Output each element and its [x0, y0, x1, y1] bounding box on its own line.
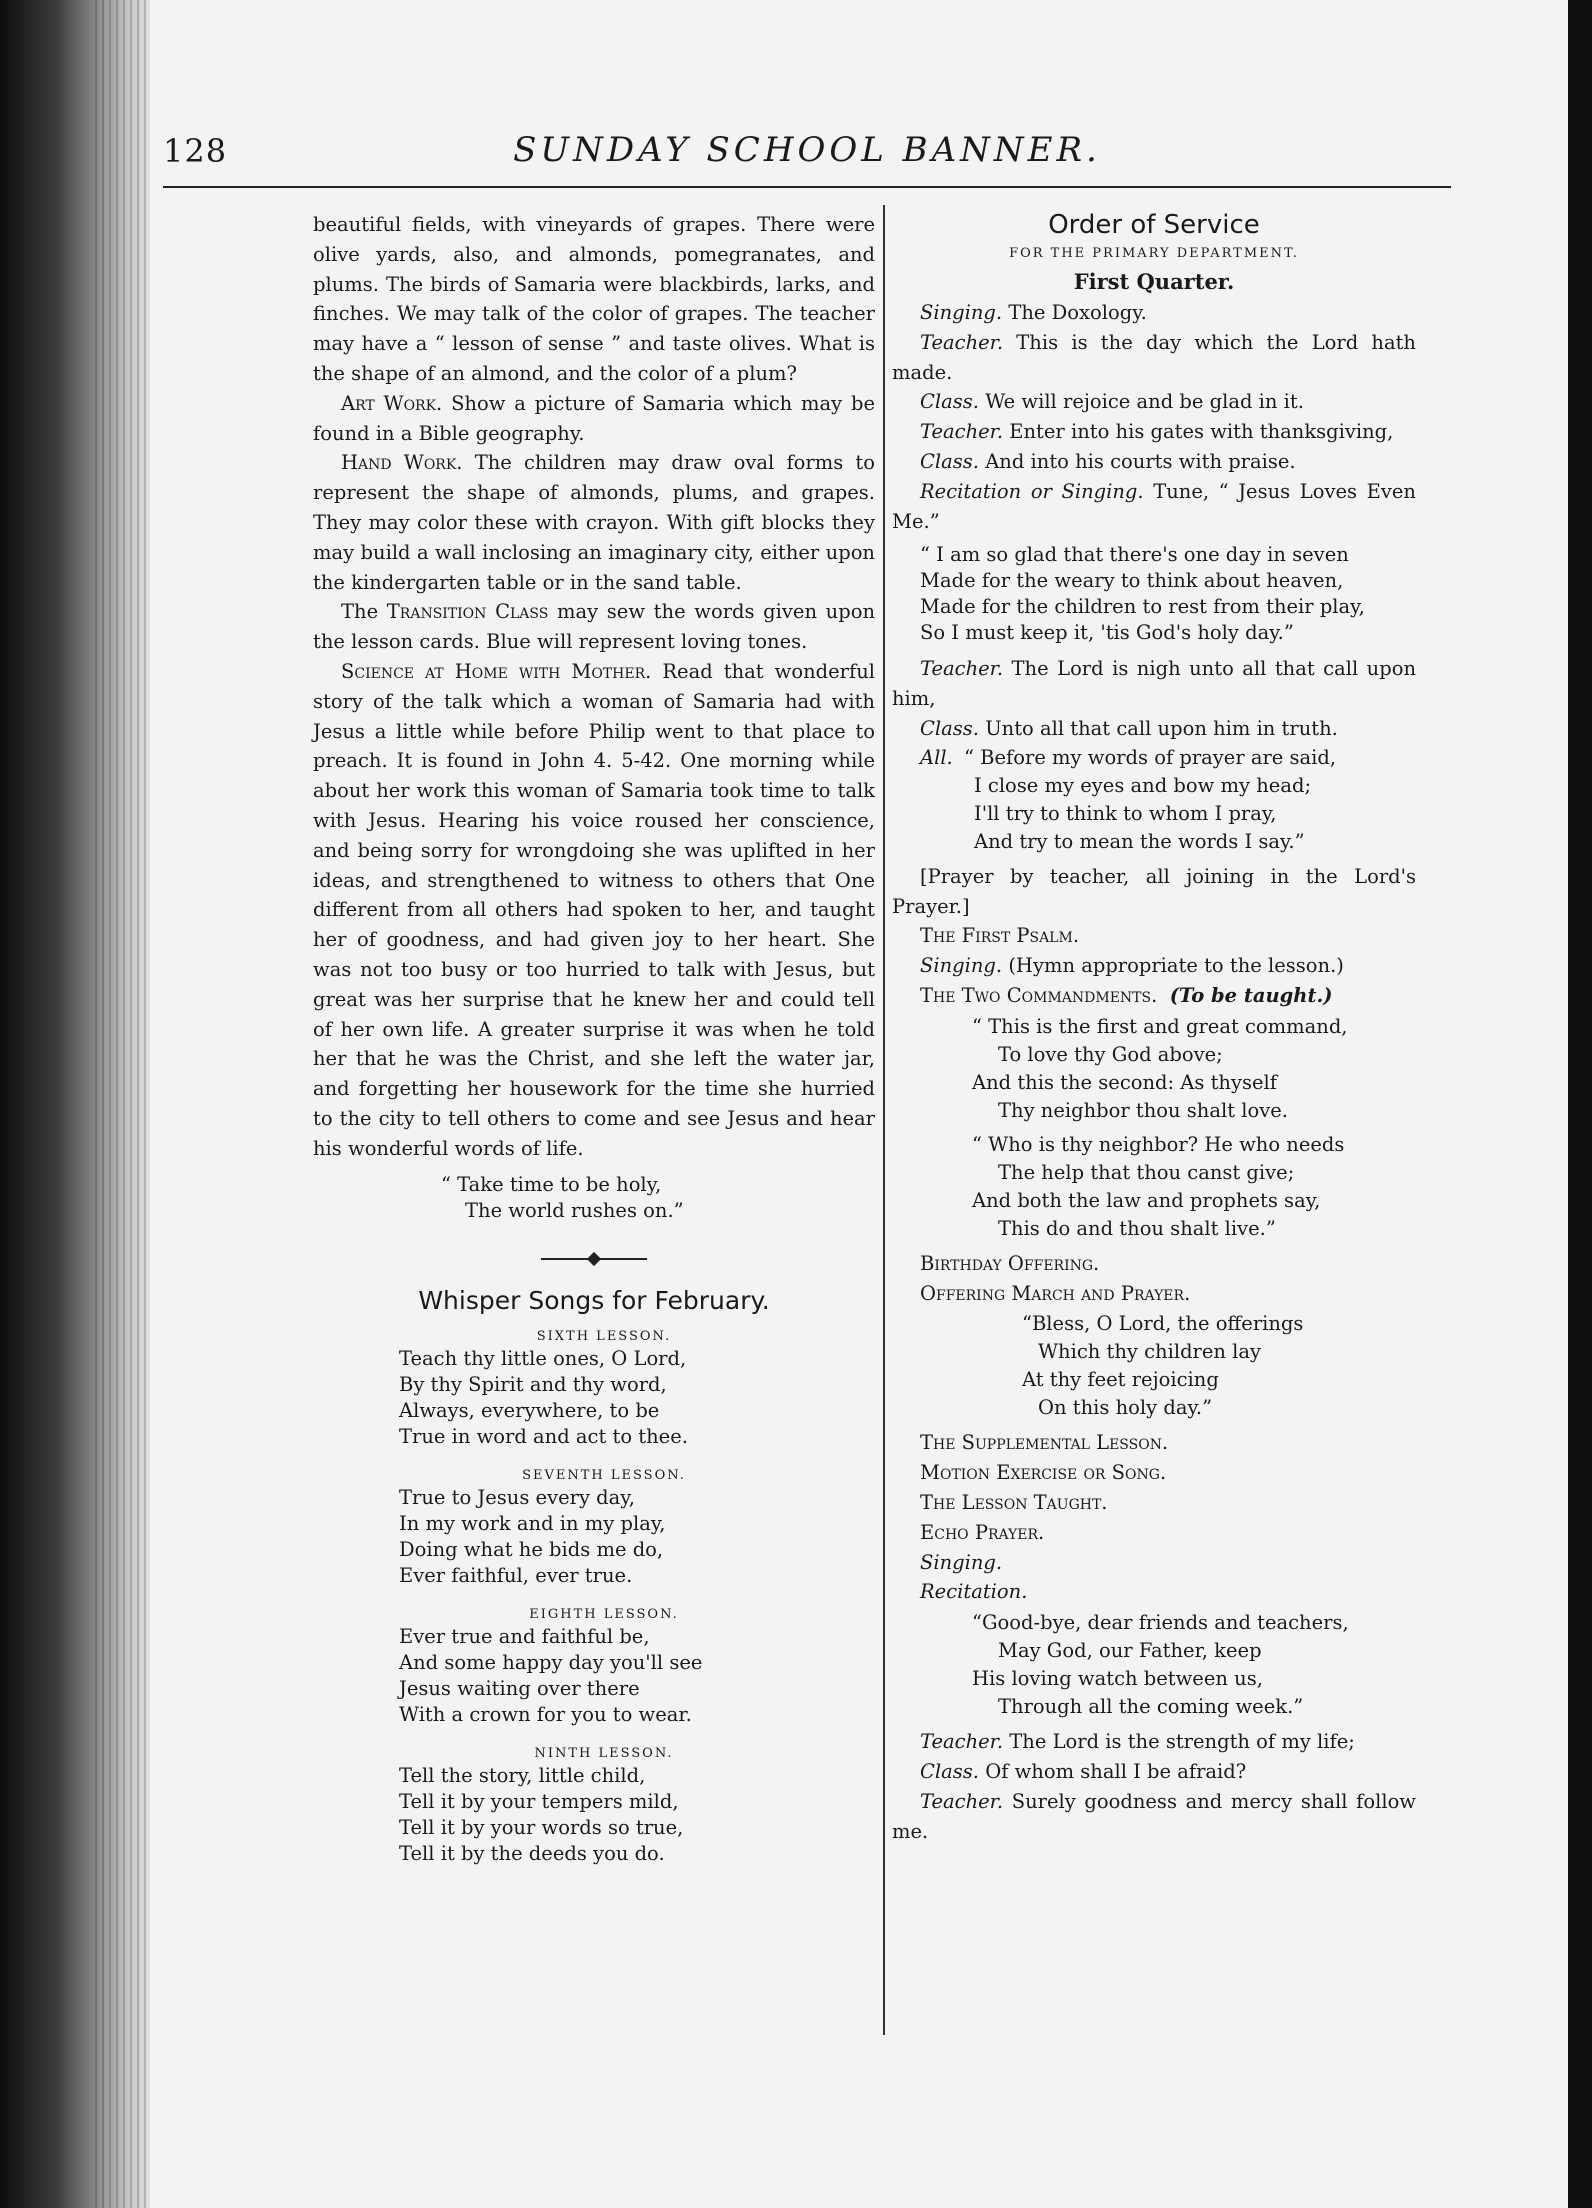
- commandments-heading: The Two Commandments.: [920, 983, 1158, 1007]
- service-text: Enter into his gates with thanksgiving,: [1009, 420, 1394, 444]
- lesson-block: [313, 1329, 875, 1450]
- prayer-note: [Prayer by teacher, all joining in the Lord's Prayer.]: [892, 864, 1416, 918]
- lesson-heading: SIXTH LESSON.: [536, 1328, 672, 1344]
- verse-line: To love thy God above;: [998, 1042, 1223, 1066]
- running-title: SUNDAY SCHOOL BANNER.: [513, 130, 1101, 170]
- verse-line: At thy feet rejoicing: [1022, 1368, 1219, 1392]
- verse-line: Made for the weary to think about heaven,: [920, 569, 1344, 593]
- page-number: 128: [163, 132, 228, 170]
- service-line: [892, 1757, 1416, 1787]
- verse-line: His loving watch between us,: [972, 1667, 1263, 1691]
- speaker-label: All.: [920, 745, 953, 769]
- verse-line: And this the second: As thyself: [972, 1070, 1278, 1094]
- speaker-label: Singing.: [920, 301, 1003, 324]
- speaker-label: Class.: [920, 1759, 979, 1783]
- commandments-line: [892, 981, 1416, 1011]
- all-prayer: [920, 744, 1416, 856]
- lesson-heading: NINTH LESSON.: [534, 1745, 674, 1761]
- verse-line: Always, everywhere, to be: [399, 1398, 660, 1422]
- transition-label: Transition Class: [386, 600, 549, 624]
- lesson-verse: [399, 1624, 875, 1728]
- lesson-block: [313, 1468, 875, 1589]
- service-text: Unto all that call upon him in truth.: [985, 716, 1338, 740]
- lesson-verse: [399, 1763, 875, 1867]
- art-work-text: Show a picture of Samaria which may be found in a Bible geography.: [313, 391, 876, 445]
- verse-line: May God, our Father, keep: [998, 1639, 1262, 1663]
- speaker-label: Singing.: [920, 954, 1003, 978]
- service-text: The Doxology.: [1008, 301, 1147, 324]
- verse-line: “ I am so glad that there's one day in seven: [920, 543, 1349, 567]
- verse-line: And both the law and prophets say,: [972, 1188, 1321, 1212]
- whisper-songs-title: Whisper Songs for February.: [418, 1285, 770, 1315]
- order-subtitle: FOR THE PRIMARY DEPARTMENT.: [1009, 246, 1299, 261]
- running-header: [163, 128, 1451, 183]
- verse-line: True in word and act to thee.: [399, 1424, 688, 1448]
- column-rule: [883, 205, 885, 2035]
- verse-line: I'll try to think to whom I pray,: [974, 801, 1277, 825]
- verse-line: Ever true and faithful be,: [399, 1624, 650, 1648]
- verse-line: Made for the children to rest from their play,: [920, 595, 1365, 619]
- speaker-label: Teacher.: [920, 330, 1004, 354]
- verse-line: Tell it by your words so true,: [399, 1815, 684, 1839]
- verse-line: Teach thy little ones, O Lord,: [399, 1346, 687, 1370]
- service-text: Surely goodness and mercy shall follow me.: [892, 1789, 1416, 1843]
- quote: [441, 1172, 875, 1224]
- page-edges: [95, 0, 155, 2208]
- verse-line: Tell it by the deeds you do.: [399, 1841, 665, 1865]
- speaker-label: Teacher.: [920, 657, 1004, 681]
- verse-line: I close my eyes and bow my head;: [974, 773, 1312, 797]
- right-column: [892, 210, 1416, 1846]
- service-text: This is the day which the Lord hath made.: [892, 330, 1416, 384]
- verse-line: “Good-bye, dear friends and teachers,: [972, 1611, 1349, 1635]
- verse-line: Thy neighbor thou shalt love.: [998, 1098, 1288, 1122]
- speaker-label: Teacher.: [920, 1789, 1004, 1813]
- hand-work-label: Hand Work.: [341, 451, 463, 475]
- recitation-line: Recitation.: [920, 1580, 1028, 1604]
- verse-line: This do and thou shalt live.”: [998, 1216, 1276, 1240]
- verse-line: “Bless, O Lord, the offerings: [1022, 1312, 1304, 1336]
- verse-line: “ Before my words of prayer are said,: [964, 745, 1337, 769]
- verse-line: Tell the story, little child,: [399, 1763, 646, 1787]
- transition-pre: The: [341, 600, 379, 624]
- verse-line: In my work and in my play,: [399, 1511, 666, 1535]
- goodbye-poem: [972, 1609, 1416, 1721]
- commandment-poem-2: [972, 1131, 1416, 1243]
- section-divider: [541, 1258, 647, 1260]
- speaker-label: Class.: [920, 449, 979, 473]
- poem-sabbath: [920, 542, 1416, 646]
- lesson-taught: The Lesson Taught.: [920, 1490, 1108, 1514]
- quarter-heading: First Quarter.: [1073, 269, 1235, 294]
- verse-line: So I must keep it, 'tis God's holy day.”: [920, 621, 1294, 645]
- art-work-label: Art Work.: [341, 391, 443, 415]
- lesson-heading: EIGHTH LESSON.: [529, 1606, 679, 1622]
- lesson-verse: [399, 1346, 875, 1450]
- service-line: [892, 714, 1416, 744]
- hand-work-text: The children may draw oval forms to represent the shape of almonds, plums, and grapes. They may color these with crayon. With gift blocks they may build a wall inclosing an imaginary city, either upon the kindergarten table or in the sand table.: [313, 451, 875, 594]
- verse-line: Doing what he bids me do,: [399, 1537, 664, 1561]
- service-text: Of whom shall I be afraid?: [985, 1759, 1247, 1783]
- verse-line: Tell it by your tempers mild,: [399, 1789, 679, 1813]
- service-line: [892, 298, 1416, 328]
- quote-line: “ Take time to be holy,: [441, 1172, 662, 1196]
- birthday-offering: Birthday Offering.: [920, 1251, 1100, 1275]
- verse-line: The help that thou canst give;: [998, 1160, 1295, 1184]
- service-line: [892, 477, 1416, 537]
- science-label: Science at Home with Mother.: [341, 659, 652, 683]
- lesson-verse: [399, 1485, 875, 1589]
- paragraph-transition-class: [313, 597, 875, 657]
- speaker-label: Class.: [920, 390, 979, 414]
- service-line: [892, 951, 1416, 981]
- service-line: [892, 328, 1416, 388]
- echo-prayer: Echo Prayer.: [920, 1520, 1045, 1544]
- verse-line: With a crown for you to wear.: [399, 1702, 692, 1726]
- speaker-label: Recitation or Singing.: [920, 479, 1144, 503]
- lesson-heading: SEVENTH LESSON.: [522, 1467, 686, 1483]
- verse-line: Ever faithful, ever true.: [399, 1563, 633, 1587]
- paragraph-art-work: [313, 389, 875, 449]
- paragraph-hand-work: [313, 448, 875, 597]
- verse-line: Jesus waiting over there: [399, 1676, 640, 1700]
- service-text: We will rejoice and be glad in it.: [985, 390, 1304, 414]
- speaker-label: Teacher.: [920, 420, 1004, 444]
- motion-exercise: Motion Exercise or Song.: [920, 1461, 1167, 1485]
- service-line: [892, 654, 1416, 714]
- lesson-block: [313, 1746, 875, 1867]
- left-column: [313, 210, 875, 1867]
- verse-line: Through all the coming week.”: [998, 1695, 1304, 1719]
- lesson-block: [313, 1607, 875, 1728]
- speaker-label: Teacher.: [920, 1730, 1004, 1754]
- service-line: [892, 417, 1416, 447]
- verse-line: Which thy children lay: [1038, 1340, 1262, 1364]
- verse-line: On this holy day.”: [1038, 1396, 1213, 1420]
- to-be-taught: (To be taught.): [1169, 983, 1333, 1007]
- paragraph-fields: beautiful fields, with vineyards of grapes. There were olive yards, also, and almonds, pomegranates, and plums. The birds of Samaria were blackbirds, larks, and finches. We may talk of the color of grapes. The teacher may have a “ lesson of sense ” and taste olives. What is the shape of an almond, and the color of a plum?: [313, 213, 875, 385]
- quote-line: The world rushes on.”: [465, 1198, 684, 1222]
- paragraph-science: [313, 657, 875, 1164]
- service-line: [892, 387, 1416, 417]
- scan-border: [1568, 0, 1592, 2208]
- science-text: Read that wonderful story of the talk which a woman of Samaria had with Jesus a little while before Philip went to that place to preach. It is found in John 4. 5-42. One morning while about her work this woman of Samaria took time to talk with Jesus. Hearing his voice roused her conscience, and being sorry for wrongdoing she was uplifted in her ideas, and strengthened to witness to others that One different from all others had spoken to her, and taught her of goodness, and had given joy to her heart. She was not too busy or too hurried to talk with Jesus, but great was her surprise that he knew her and could tell of her own life. A greater surprise it was when he told her that he was the Christ, and she left the water jar, and forgetting her housework for the time she hurried to the city to tell others to come and see Jesus and hear his wonderful words of life.: [313, 659, 875, 1160]
- service-line: [892, 1727, 1416, 1757]
- verse-line: And try to mean the words I say.”: [974, 829, 1305, 853]
- speaker-label: Class.: [920, 716, 979, 740]
- service-text: The Lord is the strength of my life;: [1009, 1730, 1355, 1754]
- service-text: And into his courts with praise.: [985, 449, 1296, 473]
- singing-line: Singing.: [920, 1550, 1003, 1574]
- service-line: [892, 447, 1416, 477]
- supplemental-lesson: The Supplemental Lesson.: [920, 1431, 1169, 1455]
- commandment-poem-1: [972, 1013, 1416, 1125]
- book-spine: [0, 0, 158, 2208]
- verse-line: “ This is the first and great command,: [972, 1014, 1348, 1038]
- verse-line: By thy Spirit and thy word,: [399, 1372, 667, 1396]
- order-of-service-title: Order of Service: [1048, 210, 1260, 240]
- all-verse: [964, 744, 1416, 856]
- verse-line: “ Who is thy neighbor? He who needs: [972, 1132, 1345, 1156]
- service-line: [892, 1787, 1416, 1847]
- offering-poem: [1022, 1310, 1416, 1422]
- verse-line: True to Jesus every day,: [399, 1485, 635, 1509]
- verse-line: And some happy day you'll see: [399, 1650, 703, 1674]
- service-text: (Hymn appropriate to the lesson.): [1008, 954, 1344, 978]
- offering-march: Offering March and Prayer.: [920, 1281, 1191, 1305]
- service-text: Tune, “ Jesus Loves Even Me.”: [892, 479, 1416, 533]
- first-psalm: The First Psalm.: [920, 924, 1080, 948]
- service-text: The Lord is nigh unto all that call upon him,: [892, 657, 1417, 711]
- transition-text: may sew the words given upon the lesson cards. Blue will represent loving tones.: [313, 600, 876, 654]
- header-rule: [163, 186, 1451, 188]
